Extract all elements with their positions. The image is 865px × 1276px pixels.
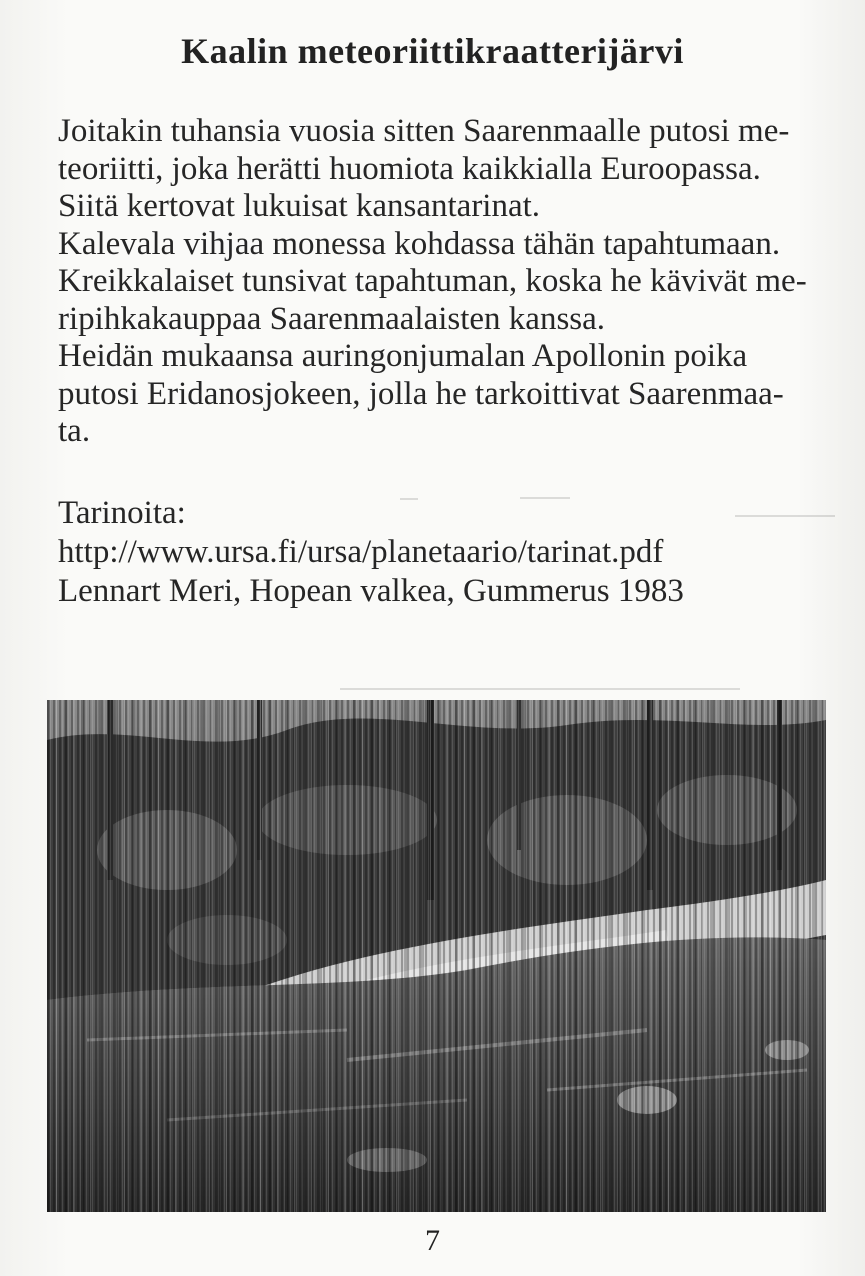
page-title: Kaalin meteoriittikraatterijärvi: [181, 31, 684, 71]
body-line: Kreikkalaiset tunsivat tapahtuman, koska he kävivät me-: [58, 263, 807, 299]
body-line: ripihkakauppaa Saarenmaalaisten kanssa.: [58, 300, 606, 337]
body-line: Kalevala vihjaa monessa kohdassa tähän tapahtumaan.: [58, 225, 781, 262]
lake-photo: [47, 700, 826, 1212]
body-line: teoriitti, joka herätti huomiota kaikkialla Euroopassa.: [58, 150, 761, 187]
body-line: Heidän mukaansa auringonjumalan Apollonin poika: [58, 338, 748, 374]
reference-book: Lennart Meri, Hopean valkea, Gummerus 1983: [58, 573, 684, 609]
body-line: Siitä kertovat lukuisat kansantarinat.: [58, 188, 541, 224]
references-section: [58, 494, 818, 611]
body-paragraph: [58, 113, 818, 451]
body-line: ta.: [58, 413, 91, 449]
references-heading: Tarinoita:: [58, 495, 186, 531]
page-number: 7: [425, 1224, 440, 1257]
body-line: Joitakin tuhansia vuosia sitten Saarenmaalle putosi me-: [58, 113, 790, 149]
body-line: putosi Eridanosjokeen, jolla he tarkoittivat Saarenmaa-: [58, 375, 784, 412]
reference-url: http://www.ursa.fi/ursa/planetaario/tarinat.pdf: [58, 534, 664, 570]
scan-speck: [340, 688, 740, 690]
